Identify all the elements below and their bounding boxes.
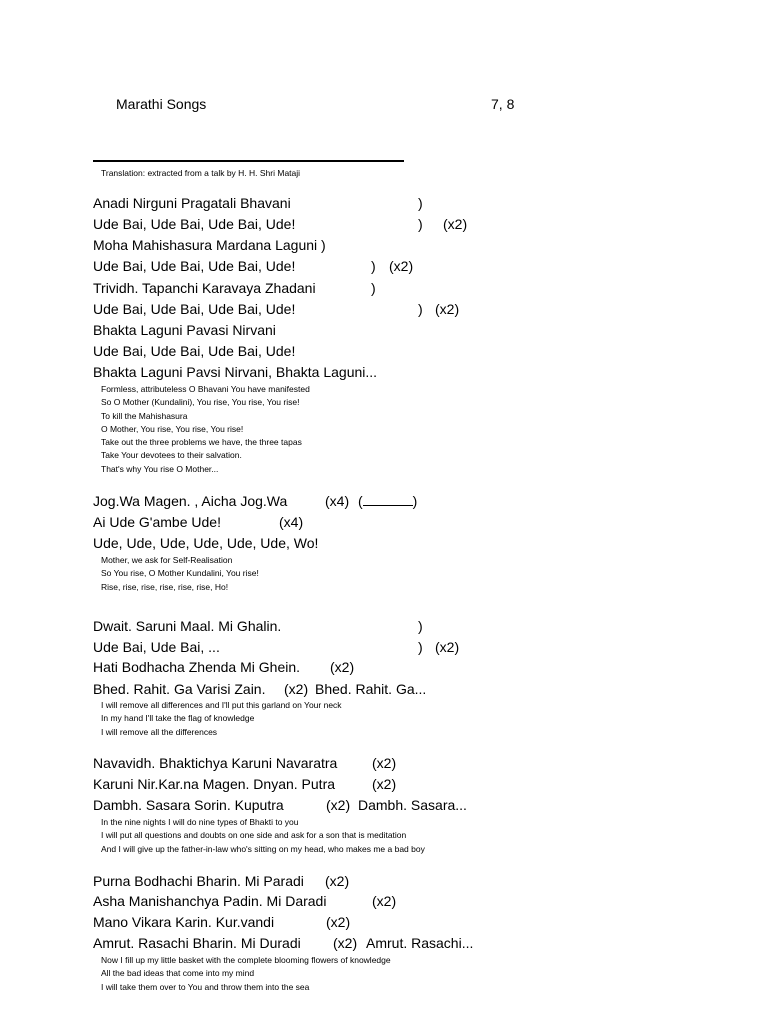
repeat-count: (x2) — [326, 797, 351, 813]
repeat-count: (x4) — [325, 493, 350, 509]
lyric-text: Purna Bodhachi Bharin. Mi Paradi — [93, 873, 304, 889]
translation-block — [101, 554, 259, 594]
lyric-bracket: ) — [418, 195, 423, 211]
repeat-count: (x2) — [333, 935, 358, 951]
lyric-text: Dambh. Sasara Sorin. Kuputra — [93, 797, 284, 813]
translation-note: Translation: extracted from a talk by H. H. Shri Mataji — [101, 168, 301, 178]
lyric-text: Amrut. Rasachi Bharin. Mi Duradi — [93, 935, 301, 951]
translation-line: Take Your devotees to their salvation. — [101, 450, 242, 461]
translation-line: Now I fill up my little basket with the complete blooming flowers of knowledge — [101, 955, 391, 965]
lyric-tail: Bhed. Rahit. Ga... — [315, 681, 427, 697]
translation-line: So You rise, O Mother Kundalini, You rise! — [101, 568, 259, 579]
translation-line: In the nine nights I will do nine types of Bhakti to you — [101, 817, 299, 827]
translation-block — [101, 954, 391, 994]
repeat-count: (x2) — [325, 873, 350, 889]
lyric-text: Mano Vikara Karin. Kur.vandi — [93, 914, 275, 930]
lyric-text: Jog.Wa Magen. , Aicha Jog.Wa — [93, 493, 288, 509]
translation-line: I will remove all differences and I'll put this garland on Your neck — [101, 700, 342, 710]
lyric-bracket: ) — [418, 301, 423, 317]
repeat-count: (x2) — [372, 776, 397, 792]
lyric-text: Anadi Nirguni Pragatali Bhavani — [93, 195, 291, 211]
blank-field: ( ) — [358, 493, 418, 509]
translation-line: To kill the Mahishasura — [101, 410, 188, 421]
lyric-text: Ude Bai, Ude Bai, ... — [93, 639, 220, 655]
repeat-count: (x2) — [372, 893, 397, 909]
translation-line: In my hand I'll take the flag of knowledge — [101, 713, 255, 724]
repeat-count: (x2) — [284, 681, 309, 697]
lyric-text: Bhed. Rahit. Ga Varisi Zain. — [93, 681, 266, 697]
lyric-bracket: ) — [418, 216, 423, 232]
translation-line: All the bad ideas that come into my mind — [101, 968, 255, 979]
repeat-count: (x2) — [443, 216, 468, 232]
repeat-count: (x2) — [372, 755, 397, 771]
translation-block — [101, 383, 310, 476]
fill-in-blank — [363, 493, 413, 506]
lyric-bracket: ) — [371, 280, 376, 296]
translation-line: I will remove all the differences — [101, 726, 218, 737]
lyric-text: Ude, Ude, Ude, Ude, Ude, Ude, Wo! — [93, 535, 319, 551]
translation-line: And I will give up the father-in-law who's sitting on my head, who makes me a bad boy — [101, 843, 425, 854]
lyric-text: Ude Bai, Ude Bai, Ude Bai, Ude! — [93, 301, 296, 317]
lyric-text: Dwait. Saruni Maal. Mi Ghalin. — [93, 618, 282, 634]
page-title: Marathi Songs — [116, 96, 207, 112]
translation-line: Mother, we ask for Self-Realisation — [101, 555, 233, 565]
repeat-count: (x2) — [435, 639, 460, 655]
divider-line — [93, 160, 404, 162]
lyric-text: Moha Mahishasura Mardana Laguni ) — [93, 237, 326, 253]
translation-line: So O Mother (Kundalini), You rise, You rise, You rise! — [101, 397, 300, 408]
repeat-count: (x2) — [326, 914, 351, 930]
translation-line: That's why You rise O Mother... — [101, 463, 219, 474]
lyric-text: Ai Ude G'ambe Ude! — [93, 514, 221, 530]
repeat-count: (x2) — [389, 258, 414, 274]
lyric-text: Karuni Nir.Kar.na Magen. Dnyan. Putra — [93, 776, 336, 792]
translation-line: I will put all questions and doubts on one side and ask for a son that is meditation — [101, 830, 407, 841]
lyric-bracket: ) — [418, 618, 423, 634]
translation-block — [101, 699, 342, 739]
repeat-count: (x2) — [330, 659, 355, 675]
lyric-text: Trividh. Tapanchi Karavaya Zhadani — [93, 280, 316, 296]
repeat-count: (x4) — [279, 514, 304, 530]
lyric-text: Asha Manishanchya Padin. Mi Daradi — [93, 893, 327, 909]
lyric-text: Bhakta Laguni Pavasi Nirvani — [93, 322, 276, 338]
translation-line: Rise, rise, rise, rise, rise, rise, Ho! — [101, 581, 229, 592]
page-numbers: 7, 8 — [491, 96, 515, 112]
lyric-bracket: ) — [418, 639, 423, 655]
lyric-text: Hati Bodhacha Zhenda Mi Ghein. — [93, 659, 301, 675]
translation-line: O Mother, You rise, You rise, You rise! — [101, 423, 244, 434]
lyric-tail: Amrut. Rasachi... — [366, 935, 474, 951]
translation-line: I will take them over to You and throw them into the sea — [101, 981, 310, 992]
lyric-text: Ude Bai, Ude Bai, Ude Bai, Ude! — [93, 258, 296, 274]
translation-line: Formless, attributeless O Bhavani You have manifested — [101, 384, 310, 394]
translation-line: Take out the three problems we have, the three tapas — [101, 437, 302, 448]
lyric-tail: Dambh. Sasara... — [358, 797, 467, 813]
lyric-text: Navavidh. Bhaktichya Karuni Navaratra — [93, 755, 338, 771]
translation-block — [101, 816, 425, 856]
lyric-text: Ude Bai, Ude Bai, Ude Bai, Ude! — [93, 343, 296, 359]
lyric-bracket: ) — [371, 258, 376, 274]
lyric-text: Bhakta Laguni Pavsi Nirvani, Bhakta Laguni... — [93, 364, 378, 380]
lyric-text: Ude Bai, Ude Bai, Ude Bai, Ude! — [93, 216, 296, 232]
repeat-count: (x2) — [435, 301, 460, 317]
